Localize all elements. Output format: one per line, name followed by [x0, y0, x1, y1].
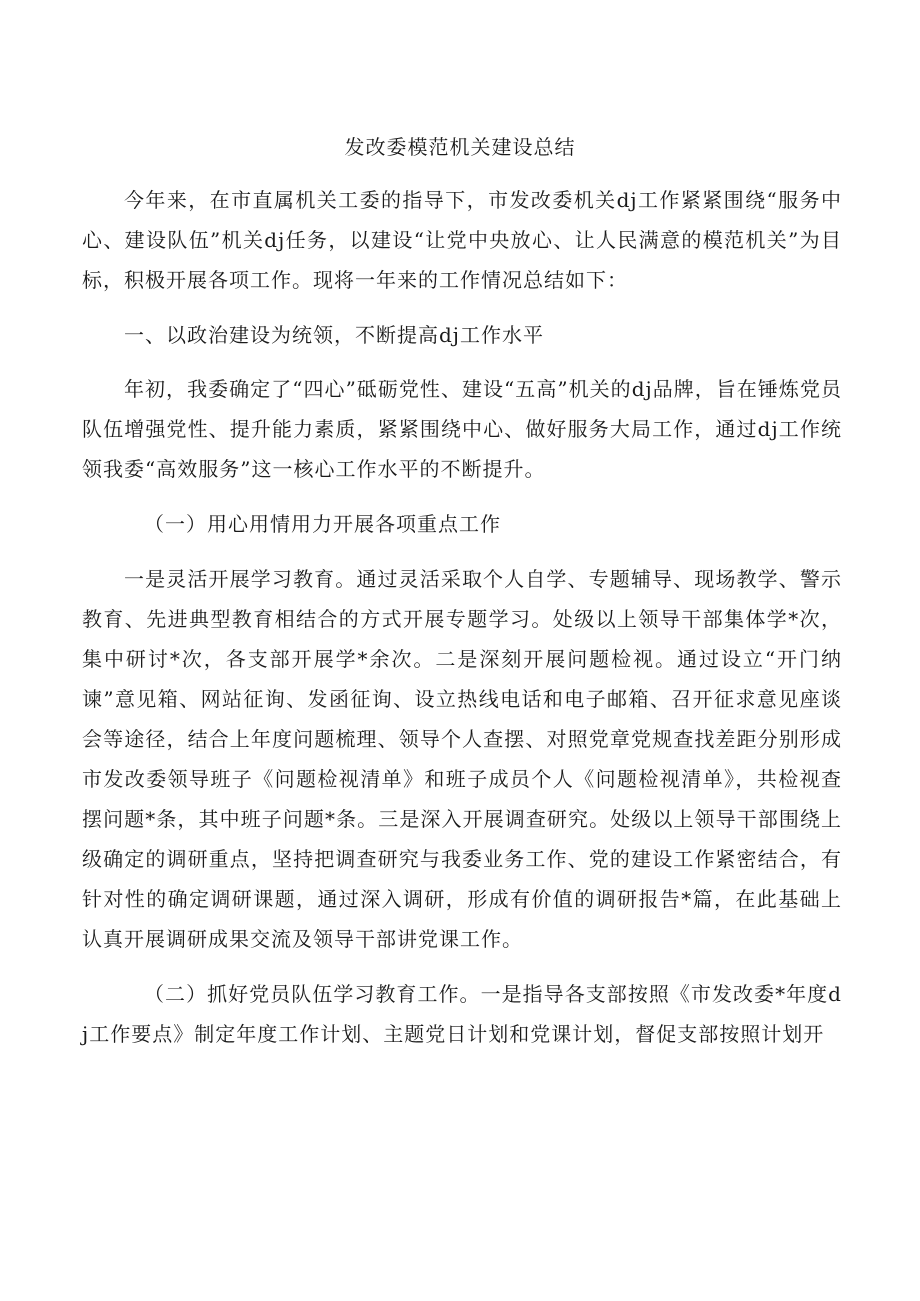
subsection-paragraph: 一是灵活开展学习教育。通过灵活采取个人自学、专题辅导、现场教学、警示教育、先进典型教育相结合的方式开展专题学习。处级以上领导干部集体学*次，集中研讨*次，各支部开展学*余次。二是深刻开展问题检视。通过设立“开门纳谏”意见箱、网站征询、发函征询、设立热线电话和电子邮箱、召开征求意见座谈会等途径，结合上年度问题梳理、领导个人查摆、对照党章党规查找差距分别形成市发改委领导班子《问题检视清单》和班子成员个人《问题检视清单》，共检视查摆问题*条，其中班子问题*条。三是深入开展调查研究。处级以上领导干部围绕上级确定的调研重点，坚持把调查研究与我委业务工作、党的建设工作紧密结合，有针对性的确定调研课题，通过深入调研，形成有价值的调研报告*篇，在此基础上认真开展调研成果交流及领导干部讲党课工作。: [82, 567, 842, 951]
document-body: [82, 180, 842, 1069]
section-paragraph: 年初，我委确定了“四心”砥砺党性、建设“五高”机关的dj品牌，旨在锤炼党员队伍增强党性、提升能力素质，紧紧围绕中心、做好服务大局工作，通过dj工作统领我委“高效服务”这一核心工作水平的不断提升。: [82, 377, 842, 481]
document-title: 发改委模范机关建设总结: [344, 135, 576, 159]
section-heading: 一、以政治建设为统领，不断提高dj工作水平: [124, 323, 545, 347]
subsection-paragraph-2: （二）抓好党员队伍学习教育工作。一是指导各支部按照《市发改委*年度dj工作要点》制定年度工作计划、主题党日计划和党课计划，督促支部按照计划开: [82, 982, 842, 1046]
intro-paragraph: 今年来，在市直属机关工委的指导下，市发改委机关dj工作紧紧围绕“服务中心、建设队伍”机关dj任务，以建设“让党中央放心、让人民满意的模范机关”为目标，积极开展各项工作。现将一年来的工作情况总结如下：: [82, 188, 842, 292]
subsection-heading: （一）用心用情用力开展各项重点工作: [144, 512, 501, 536]
